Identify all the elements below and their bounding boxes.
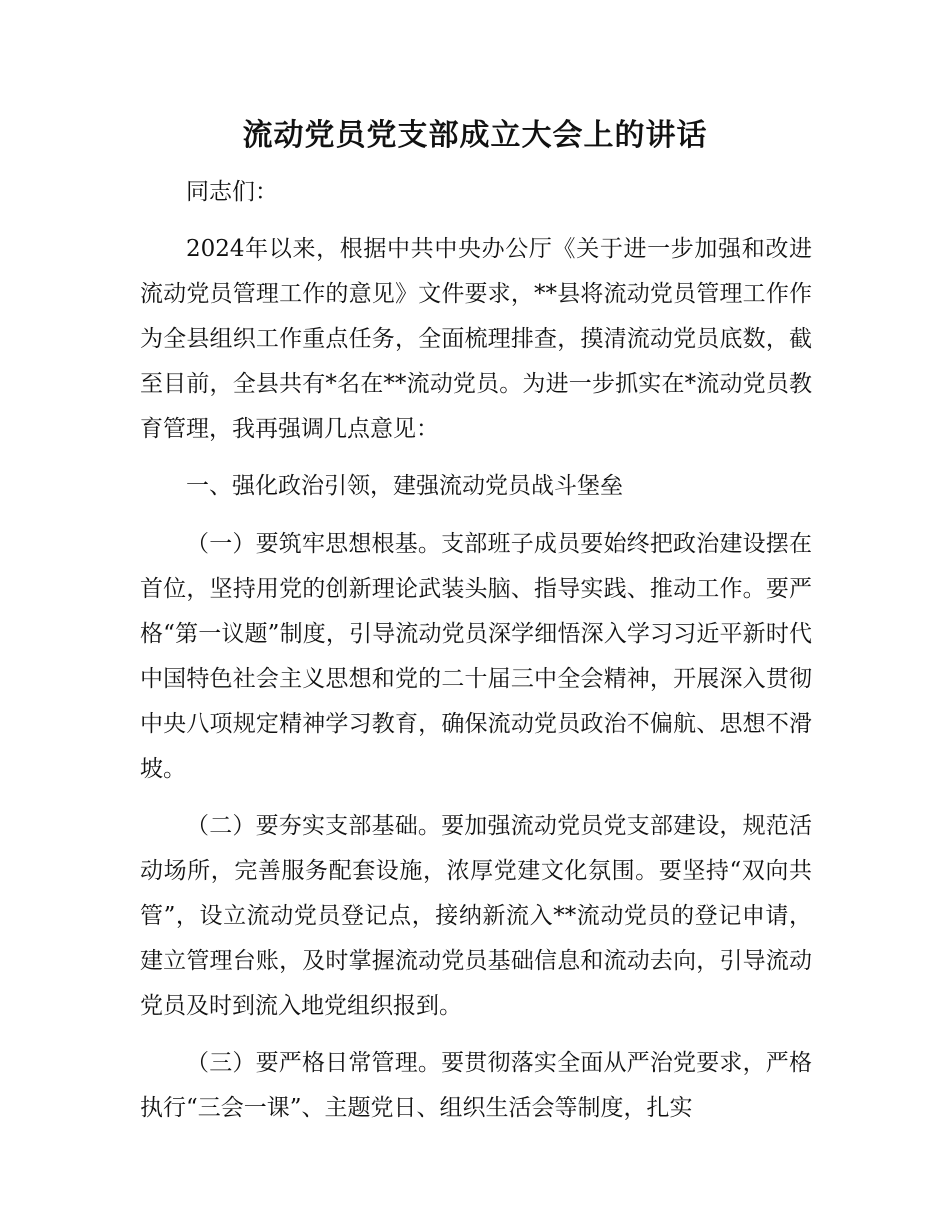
paragraph-intro: 2024年以来，根据中共中央办公厅《关于进一步加强和改进流动党员管理工作的意见》文件要求，**县将流动党员管理工作作为全县组织工作重点任务，全面梳理排查，摸清流动党员底数，截至目前，全县共有*名在**流动党员。为进一步抓实在*流动党员教育管理，我再强调几点意见： xyxy=(140,236,812,442)
document-body xyxy=(140,170,812,1143)
paragraph-item-3: （三）要严格日常管理。要贯彻落实全面从严治党要求，严格执行“三会一课”、主题党日、组织生活会等制度，扎实 xyxy=(140,1050,812,1121)
paragraph-item-1: （一）要筑牢思想根基。支部班子成员要始终把政治建设摆在首位，坚持用党的创新理论武装头脑、指导实践、推动工作。要严格“第一议题”制度，引导流动党员深学细悟深入学习习近平新时代中国特色社会主义思想和党的二十届三中全会精神，开展深入贯彻中央八项规定精神学习教育，确保流动党员政治不偏航、思想不滑坡。 xyxy=(140,531,812,782)
paragraph-item-2: （二）要夯实支部基础。要加强流动党员党支部建设，规范活动场所，完善服务配套设施，浓厚党建文化氛围。要坚持“双向共管”，设立流动党员登记点，接纳新流入**流动党员的登记申请，建立管理台账，及时掌握流动党员基础信息和流动去向，引导流动党员及时到流入地党组织报到。 xyxy=(140,813,812,1019)
document-title: 流动党员党支部成立大会上的讲话 xyxy=(242,118,708,153)
salutation: 同志们： xyxy=(186,179,278,205)
section-heading-1: 一、强化政治引领，建强流动党员战斗堡垒 xyxy=(186,473,623,499)
